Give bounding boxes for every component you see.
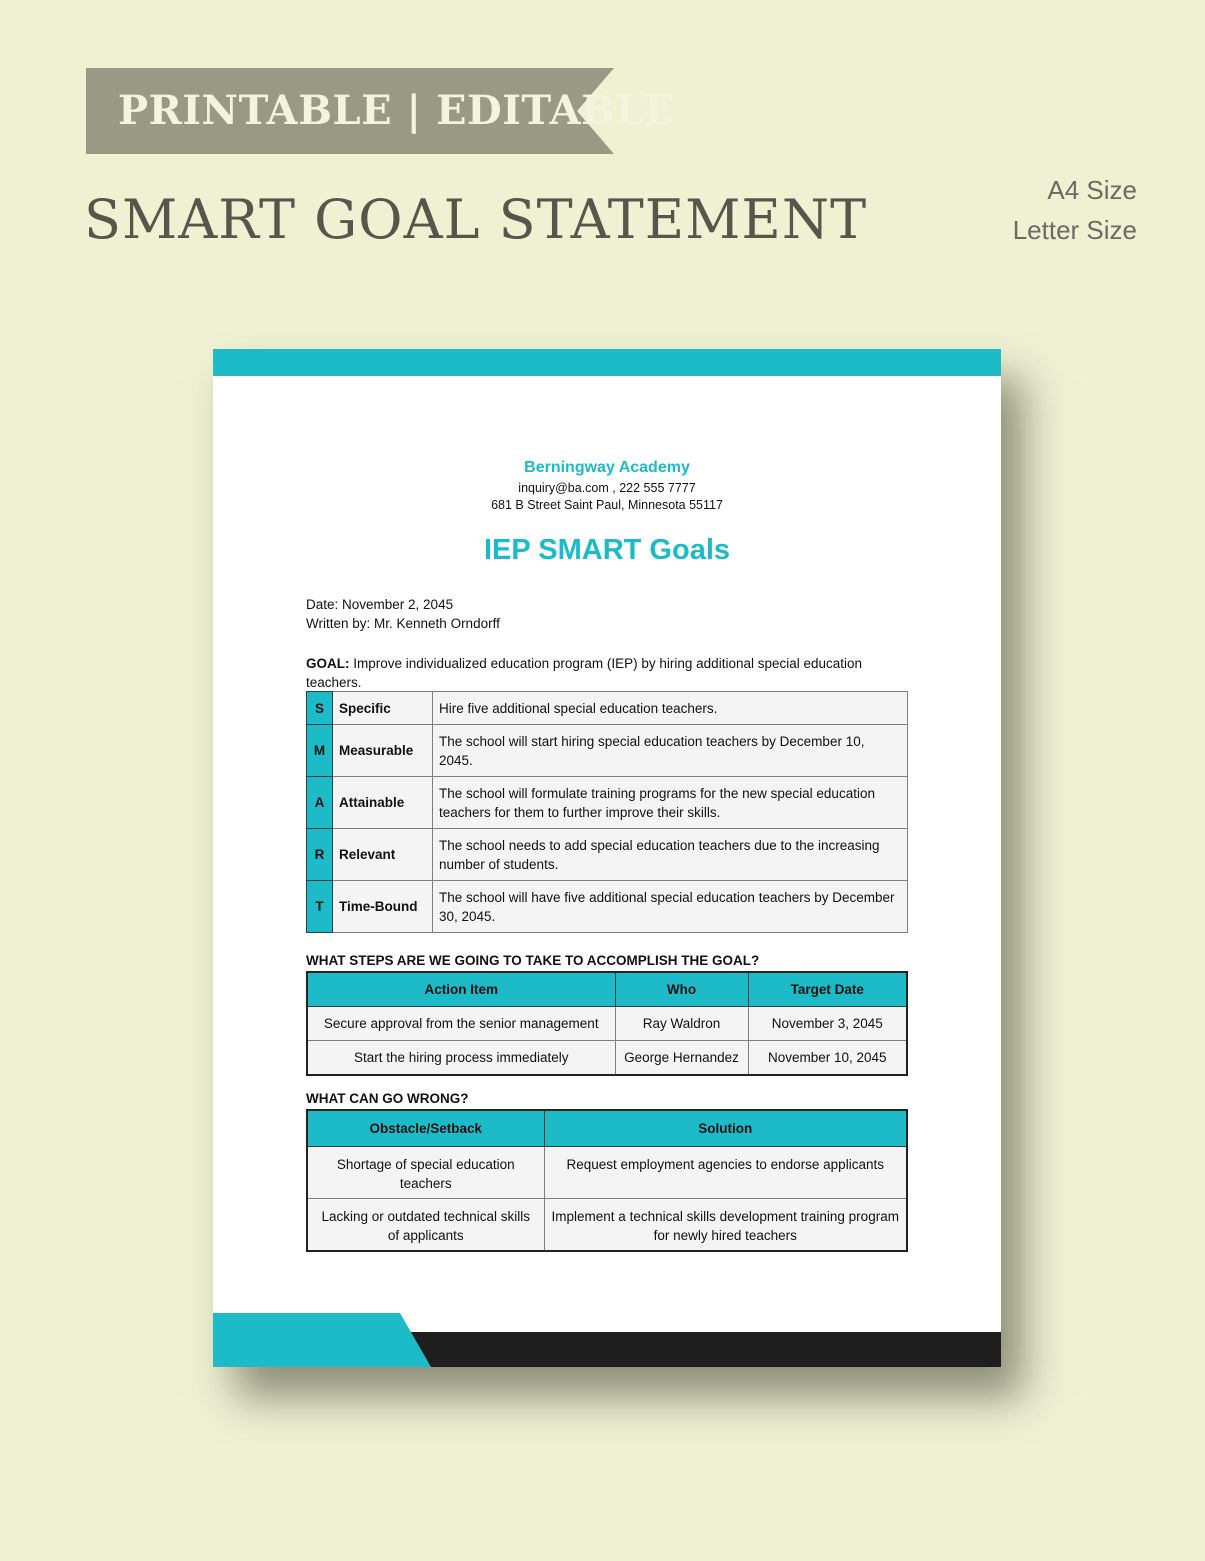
goal-label: GOAL: xyxy=(306,656,350,671)
steps-table xyxy=(306,971,908,1076)
table-row xyxy=(307,829,908,881)
banner-title: SMART GOAL STATEMENT xyxy=(84,188,868,251)
column-header: Action Item xyxy=(307,972,615,1007)
table-cell: Lacking or outdated technical skills of applicants xyxy=(307,1199,544,1252)
table-cell: Start the hiring process immediately xyxy=(307,1041,615,1076)
table-row xyxy=(307,725,908,777)
size-a4: A4 Size xyxy=(1047,175,1137,205)
smart-letter: A xyxy=(307,777,333,829)
steps-heading: WHAT STEPS ARE WE GOING TO TAKE TO ACCOMPLISH THE GOAL? xyxy=(306,953,760,968)
goal-text: Improve individualized education program (IEP) by hiring additional special education teachers. xyxy=(306,656,863,690)
document-title: IEP SMART Goals xyxy=(483,534,731,566)
table-cell: November 10, 2045 xyxy=(748,1041,907,1076)
smart-desc: The school will start hiring special education teachers by December 10, 2045. xyxy=(433,725,908,777)
table-row xyxy=(307,1007,907,1041)
table-row xyxy=(307,1147,907,1199)
table-row xyxy=(307,777,908,829)
table-row xyxy=(307,1199,907,1252)
banner-ribbon-text: PRINTABLE | EDITABLE xyxy=(118,87,675,134)
footer-dark-band xyxy=(403,1332,1001,1367)
table-cell: Shortage of special education teachers xyxy=(307,1147,544,1199)
document-date: Date: November 2, 2045 xyxy=(306,597,454,612)
smart-term: Time-Bound xyxy=(333,881,433,933)
table-cell: Request employment agencies to endorse applicants xyxy=(544,1147,907,1199)
table-cell: November 3, 2045 xyxy=(748,1007,907,1041)
org-name: Berningway Academy xyxy=(524,459,690,476)
footer-accent-band xyxy=(213,1313,431,1367)
column-header: Solution xyxy=(544,1110,907,1147)
document-preview xyxy=(213,349,1001,1367)
smart-letter: T xyxy=(307,881,333,933)
table-cell: Secure approval from the senior management xyxy=(307,1007,615,1041)
size-letter: Letter Size xyxy=(1012,215,1137,245)
smart-desc: The school will have five additional special education teachers by December 30, 2045. xyxy=(433,881,908,933)
top-accent-band xyxy=(213,349,1001,376)
smart-term: Measurable xyxy=(333,725,433,777)
smart-table xyxy=(306,691,908,933)
table-row xyxy=(307,692,908,725)
table-row xyxy=(307,881,908,933)
goal-statement xyxy=(306,654,908,692)
table-header-row xyxy=(307,1110,907,1147)
org-contact: inquiry@ba.com , 222 555 7777 xyxy=(518,481,696,495)
smart-letter: R xyxy=(307,829,333,881)
column-header: Obstacle/Setback xyxy=(307,1110,544,1147)
document-author: Written by: Mr. Kenneth Orndorff xyxy=(306,616,500,631)
smart-term: Attainable xyxy=(333,777,433,829)
org-address: 681 B Street Saint Paul, Minnesota 55117 xyxy=(491,498,723,512)
smart-desc: Hire five additional special education teachers. xyxy=(433,692,908,725)
table-cell: Ray Waldron xyxy=(615,1007,748,1041)
smart-desc: The school needs to add special education teachers due to the increasing number of students. xyxy=(433,829,908,881)
smart-desc: The school will formulate training programs for the new special education teachers for them to further improve their skills. xyxy=(433,777,908,829)
table-header-row xyxy=(307,972,907,1007)
obstacles-table xyxy=(306,1109,908,1252)
smart-term: Relevant xyxy=(333,829,433,881)
column-header: Target Date xyxy=(748,972,907,1007)
smart-letter: S xyxy=(307,692,333,725)
table-row xyxy=(307,1041,907,1076)
smart-letter: M xyxy=(307,725,333,777)
size-info xyxy=(1013,170,1137,250)
wrong-heading: WHAT CAN GO WRONG? xyxy=(306,1091,469,1106)
table-cell: Implement a technical skills development training program for newly hired teachers xyxy=(544,1199,907,1252)
column-header: Who xyxy=(615,972,748,1007)
smart-term: Specific xyxy=(333,692,433,725)
table-cell: George Hernandez xyxy=(615,1041,748,1076)
